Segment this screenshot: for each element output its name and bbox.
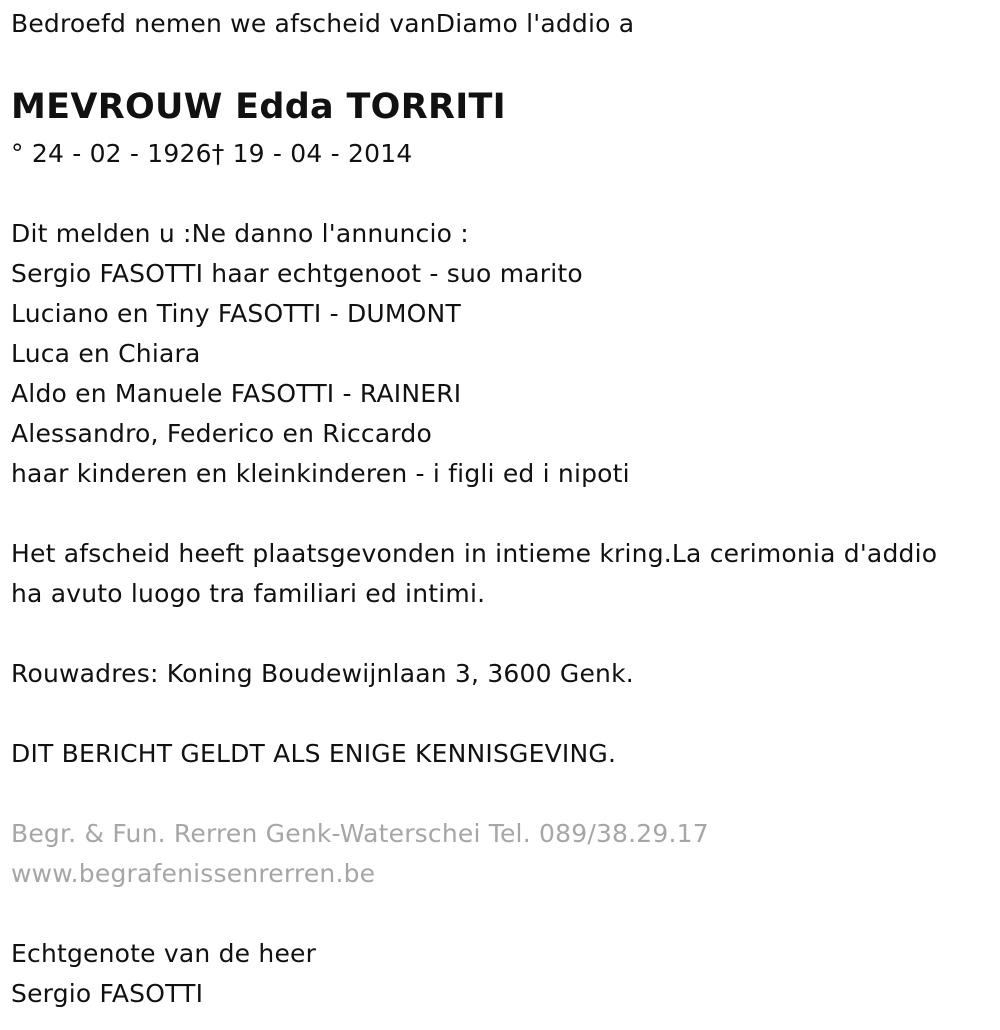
family-line: Luca en Chiara [11,339,201,368]
spouse-line-1: Echtgenote van de heer [11,939,317,968]
notice-section [11,734,616,774]
family-line: Sergio FASOTTI haar echtgenoot - suo marito [11,259,583,288]
mourning-address: Rouwadres: Koning Boudewijnlaan 3, 3600 Genk. [11,659,634,688]
family-line: haar kinderen en kleinkinderen - i figli ed i nipoti [11,459,630,488]
undertaker-website[interactable]: www.begrafenissenrerren.be [11,859,376,888]
address-section [11,654,634,694]
family-heading: Dit melden u :Ne danno l'annuncio : [11,219,469,248]
undertaker-section [11,814,709,894]
family-line: Aldo en Manuele FASOTTI - RAINERI [11,379,462,408]
family-section [11,214,630,494]
spouse-line-2: Sergio FASOTTI [11,979,204,1008]
family-line: Luciano en Tiny FASOTTI - DUMONT [11,299,461,328]
ceremony-line-1: Het afscheid heeft plaatsgevonden in intieme kring.La cerimonia d'addio [11,539,938,568]
spouse-section [11,934,316,1014]
life-dates: ° 24 - 02 - 1926† 19 - 04 - 2014 [11,139,413,168]
ceremony-line-2: ha avuto luogo tra familiari ed intimi. [11,579,486,608]
official-notice: DIT BERICHT GELDT ALS ENIGE KENNISGEVING. [11,739,617,768]
family-line: Alessandro, Federico en Riccardo [11,419,432,448]
ceremony-section [11,534,937,614]
undertaker-contact: Begr. & Fun. Rerren Genk-Waterschei Tel. 089/38.29.17 [11,819,709,848]
intro-text: Bedroefd nemen we afscheid vanDiamo l'addio a [11,9,635,38]
deceased-name: MEVROUW Edda TORRITI [11,87,507,127]
